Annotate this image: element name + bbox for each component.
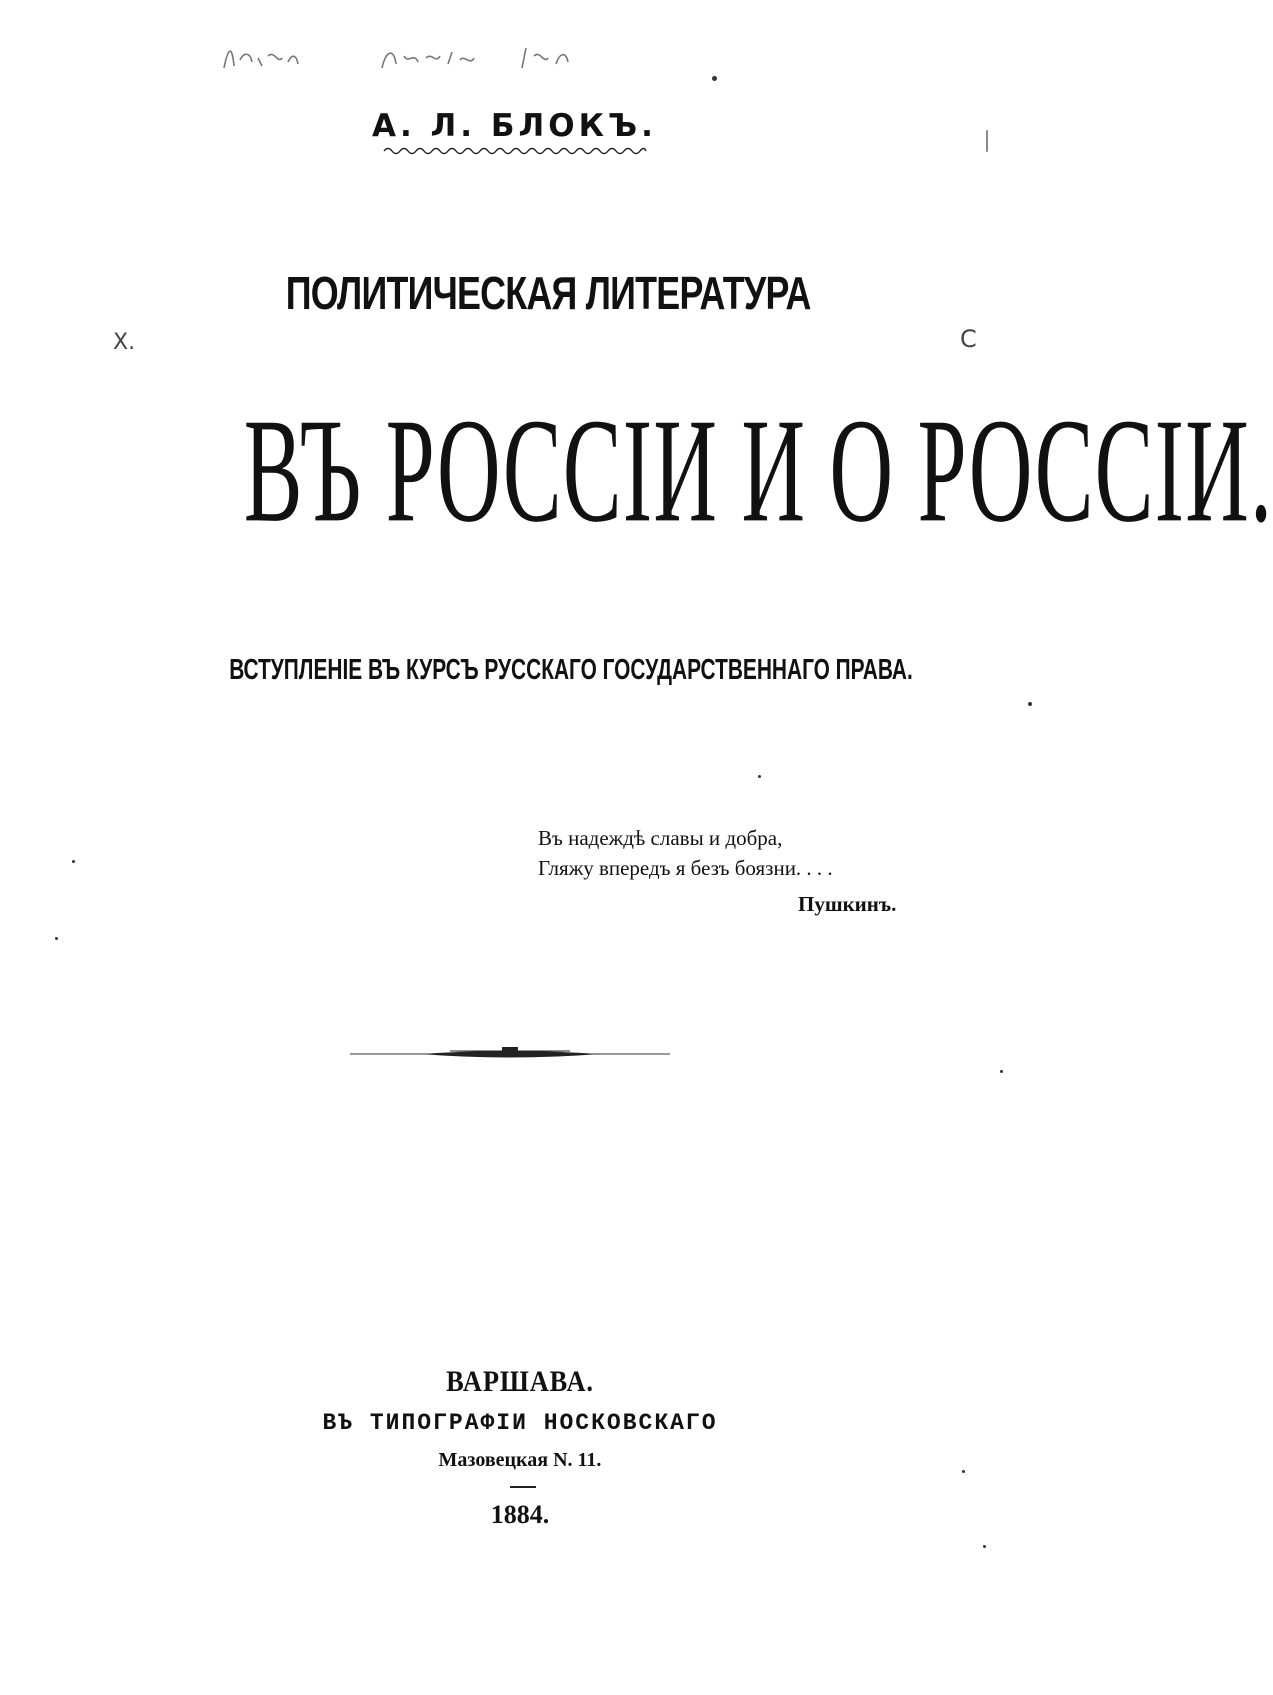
subtitle: ВСТУПЛЕНІЕ ВЪ КУРСЪ РУССКАГО ГОСУДАРСТВЕННАГО ПРАВА. — [229, 654, 913, 686]
scan-speck — [55, 937, 58, 940]
author-wavy-underline — [384, 146, 646, 156]
scan-speck — [962, 1470, 965, 1473]
title-line-2: ВЪ РОССІИ И О РОССІИ. — [243, 387, 1273, 553]
scan-speck — [712, 76, 717, 81]
imprint-divider — [510, 1486, 536, 1488]
epigraph — [538, 823, 833, 883]
scan-speck — [72, 860, 75, 863]
imprint-address: Мазовецкая N. 11. — [438, 1449, 602, 1471]
decorative-rule-ornament — [350, 1044, 670, 1064]
imprint-press: ВЪ ТИПОГРАФІИ НОСКОВСКАГО — [322, 1410, 718, 1436]
title-line-1: ПОЛИТИЧЕСКАЯ ЛИТЕРАТУРА — [285, 267, 811, 319]
scan-speck — [983, 1545, 986, 1548]
scan-speck — [758, 775, 761, 778]
epigraph-attribution: Пушкинъ. — [798, 892, 897, 916]
scan-speck — [986, 130, 988, 152]
scan-speck — [1028, 702, 1032, 706]
margin-mark-right: C — [960, 325, 977, 353]
scan-speck — [1000, 1070, 1003, 1073]
epigraph-line: Гляжу впередъ я безъ боязни. . . . — [538, 856, 833, 880]
margin-mark-left: X. — [113, 330, 136, 355]
imprint-city: ВАРШАВА. — [446, 1365, 594, 1398]
epigraph-line: Въ надеждѣ славы и добра, — [538, 826, 783, 850]
author-name: А. Л. БЛОКЪ. — [372, 108, 657, 144]
handwritten-annotation — [222, 38, 622, 78]
imprint-year: 1884. — [490, 1500, 550, 1529]
